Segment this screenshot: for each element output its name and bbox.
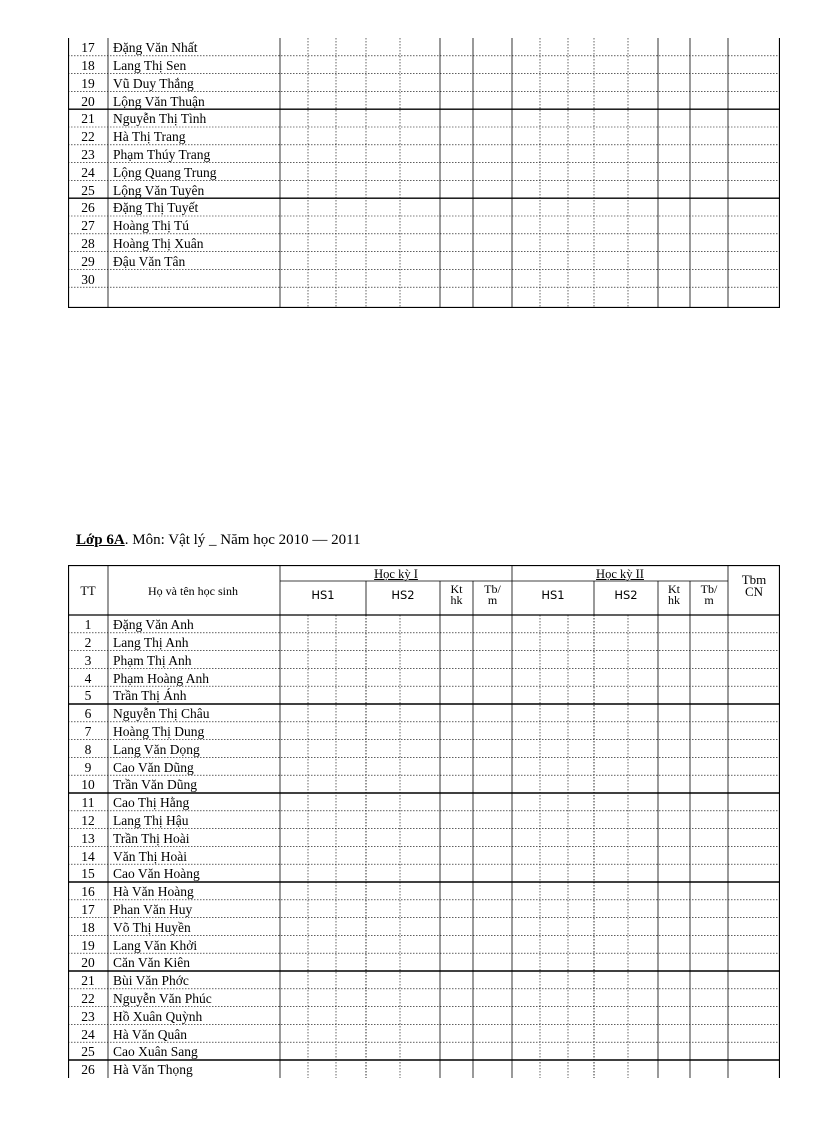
row-number: 23 — [81, 147, 95, 163]
student-name: Cao Văn Dũng — [113, 759, 194, 775]
header-tbmcn-line1: Tbm — [741, 572, 767, 587]
row-number: 19 — [81, 75, 95, 91]
student-name: Lộng Văn Thuận — [113, 93, 205, 109]
table-row — [68, 971, 780, 989]
student-name: Lộng Văn Tuyên — [113, 182, 205, 198]
table-row — [68, 1024, 780, 1042]
table-row — [68, 56, 780, 74]
row-number: 5 — [84, 688, 92, 704]
student-name: Hồ Xuân Quỳnh — [113, 1008, 203, 1024]
header-kthk-sem1 — [440, 584, 473, 606]
student-name: Hà Văn Quân — [113, 1026, 187, 1042]
row-number: 4 — [84, 670, 92, 686]
header-semester-1: Học kỳ I — [374, 567, 418, 581]
student-name: Lang Thị Anh — [113, 635, 189, 651]
header-tbm-line2: m — [487, 593, 498, 607]
student-name: Lang Thị Sen — [113, 58, 187, 74]
row-number: 3 — [84, 652, 92, 668]
header-tbm-sem1 — [473, 584, 512, 606]
header-hs1-sem2: HS1 — [541, 588, 565, 602]
row-number: 2 — [84, 635, 92, 651]
row-number: 21 — [81, 111, 95, 127]
table-row — [68, 651, 780, 669]
student-name: Hoàng Thị Tú — [113, 218, 189, 234]
table-row — [68, 686, 780, 704]
header-kthk-sem2 — [658, 584, 690, 606]
row-number: 29 — [81, 253, 95, 269]
table-row — [68, 109, 780, 127]
row-number: 18 — [81, 58, 95, 74]
table-row — [68, 38, 780, 56]
header-kthk-line2: hk — [668, 593, 680, 607]
header-tbm-line1: Tb/ — [484, 582, 501, 596]
table-row — [68, 829, 780, 847]
table-row — [68, 269, 780, 287]
row-number: 27 — [81, 218, 95, 234]
header-semester-2: Học kỳ II — [596, 567, 644, 581]
student-name: Hoàng Thị Xuân — [113, 236, 204, 252]
header-kthk-line1: Kt — [450, 582, 463, 596]
table-row — [68, 180, 780, 198]
table-row — [68, 811, 780, 829]
table-row — [68, 989, 780, 1007]
student-name: Hà Văn Hoàng — [113, 884, 194, 900]
header-tbm-line2: m — [704, 593, 714, 607]
table-row — [68, 615, 780, 633]
student-name: Phạm Thúy Trang — [113, 147, 211, 163]
table-row — [68, 252, 780, 270]
student-name: Hoàng Thị Dung — [113, 724, 205, 740]
table-row — [68, 127, 780, 145]
header-hs1-sem1: HS1 — [311, 588, 335, 602]
header-tbmcn-line2: CN — [744, 584, 764, 599]
table-row — [68, 234, 780, 252]
table-row — [68, 633, 780, 651]
row-number: 16 — [81, 884, 95, 900]
header-tbm-line1: Tb/ — [700, 582, 718, 596]
table-row — [68, 900, 780, 918]
row-number: 24 — [81, 164, 95, 180]
table-row — [68, 74, 780, 92]
row-number: 10 — [81, 777, 95, 793]
student-name: Bùi Văn Phớc — [113, 973, 189, 989]
row-number: 23 — [81, 1008, 95, 1024]
header-tbm-cn — [728, 574, 780, 598]
row-number: 15 — [81, 866, 95, 882]
student-name: Lang Văn Dọng — [113, 741, 200, 757]
gradebook-table-continuation — [68, 38, 780, 308]
row-number: 17 — [81, 40, 95, 56]
table-row — [68, 145, 780, 163]
student-name: Nguyễn Văn Phúc — [113, 991, 212, 1007]
student-name: Phan Văn Huy — [113, 902, 193, 918]
row-number: 8 — [84, 741, 92, 757]
table-row — [68, 740, 780, 758]
header-kthk-line1: Kt — [668, 582, 680, 596]
header-student-name: Họ và tên học sinh — [148, 584, 238, 598]
row-number: 12 — [81, 813, 95, 829]
row-number: 20 — [81, 955, 95, 971]
student-name: Trần Thị Hoài — [113, 830, 190, 846]
student-name: Phạm Thị Anh — [113, 652, 192, 668]
table-row — [68, 704, 780, 722]
row-number: 25 — [81, 182, 95, 198]
student-name: Căn Văn Kiên — [113, 955, 190, 971]
table-row — [68, 668, 780, 686]
table-row — [68, 918, 780, 936]
gradebook-table — [68, 565, 780, 1078]
row-number: 25 — [81, 1044, 95, 1060]
header-hs2-sem2: HS2 — [614, 588, 638, 602]
row-number: 20 — [81, 93, 95, 109]
row-number: 14 — [81, 848, 95, 864]
student-name: Nguyễn Thị Tình — [113, 111, 207, 127]
table-row — [68, 846, 780, 864]
class-caption — [76, 532, 361, 549]
student-name: Đặng Văn Anh — [113, 617, 194, 633]
student-name: Cao Thị Hằng — [113, 795, 190, 811]
row-number: 22 — [81, 129, 95, 145]
student-name: Hà Thị Trang — [113, 129, 186, 145]
row-number: 21 — [81, 973, 95, 989]
table-row — [68, 198, 780, 216]
header-hs2-sem1: HS2 — [391, 588, 415, 602]
header-tt: TT — [80, 584, 96, 598]
row-number: 1 — [84, 617, 92, 633]
row-number: 19 — [81, 937, 95, 953]
student-name: Đậu Văn Tân — [113, 253, 186, 269]
row-number: 18 — [81, 919, 95, 935]
table-row — [68, 757, 780, 775]
table-row — [68, 793, 780, 811]
row-number: 17 — [81, 902, 95, 918]
row-number: 26 — [81, 200, 95, 216]
subject-year-label: . Môn: Vật lý _ Năm học 2010 — 2011 — [124, 532, 361, 548]
row-number: 9 — [84, 759, 92, 775]
row-number: 6 — [84, 706, 92, 722]
header-tbm-sem2 — [690, 584, 728, 606]
row-number: 11 — [81, 795, 95, 811]
row-number: 13 — [81, 830, 95, 846]
student-name: Võ Thị Huyền — [113, 919, 191, 935]
row-number: 26 — [81, 1062, 95, 1078]
student-name: Vũ Duy Thắng — [113, 75, 194, 91]
student-name: Lộng Quang Trung — [113, 164, 217, 180]
row-number: 7 — [84, 724, 92, 740]
student-name: Đặng Văn Nhất — [113, 40, 198, 56]
table-row — [68, 935, 780, 953]
student-name: Phạm Hoàng Anh — [113, 670, 209, 686]
table-row — [68, 1060, 780, 1078]
table-row — [68, 953, 780, 971]
table-row — [68, 216, 780, 234]
row-number: 24 — [81, 1026, 95, 1042]
table-row — [68, 1007, 780, 1025]
student-name: Đặng Thị Tuyết — [113, 200, 199, 216]
table-row — [68, 864, 780, 882]
student-name: Nguyễn Thị Châu — [113, 706, 210, 722]
row-number: 28 — [81, 236, 95, 252]
row-number: 30 — [81, 271, 95, 287]
table-row — [68, 882, 780, 900]
table-row — [68, 775, 780, 793]
table-row — [68, 163, 780, 181]
row-number: 22 — [81, 991, 95, 1007]
student-name: Lang Văn Khởi — [113, 937, 198, 953]
table-row — [68, 1042, 780, 1060]
student-name: Hà Văn Thọng — [113, 1062, 193, 1078]
student-name: Trần Văn Dũng — [113, 777, 198, 793]
student-name: Văn Thị Hoài — [113, 848, 187, 864]
student-name: Cao Xuân Sang — [113, 1044, 198, 1060]
student-name: Lang Thị Hậu — [113, 813, 189, 829]
class-label: Lớp 6A — [76, 532, 125, 548]
student-name: Cao Văn Hoàng — [113, 866, 200, 882]
table-row — [68, 91, 780, 109]
student-name: Trần Thị Ánh — [113, 688, 187, 704]
table-row — [68, 722, 780, 740]
header-kthk-line2: hk — [450, 593, 463, 607]
